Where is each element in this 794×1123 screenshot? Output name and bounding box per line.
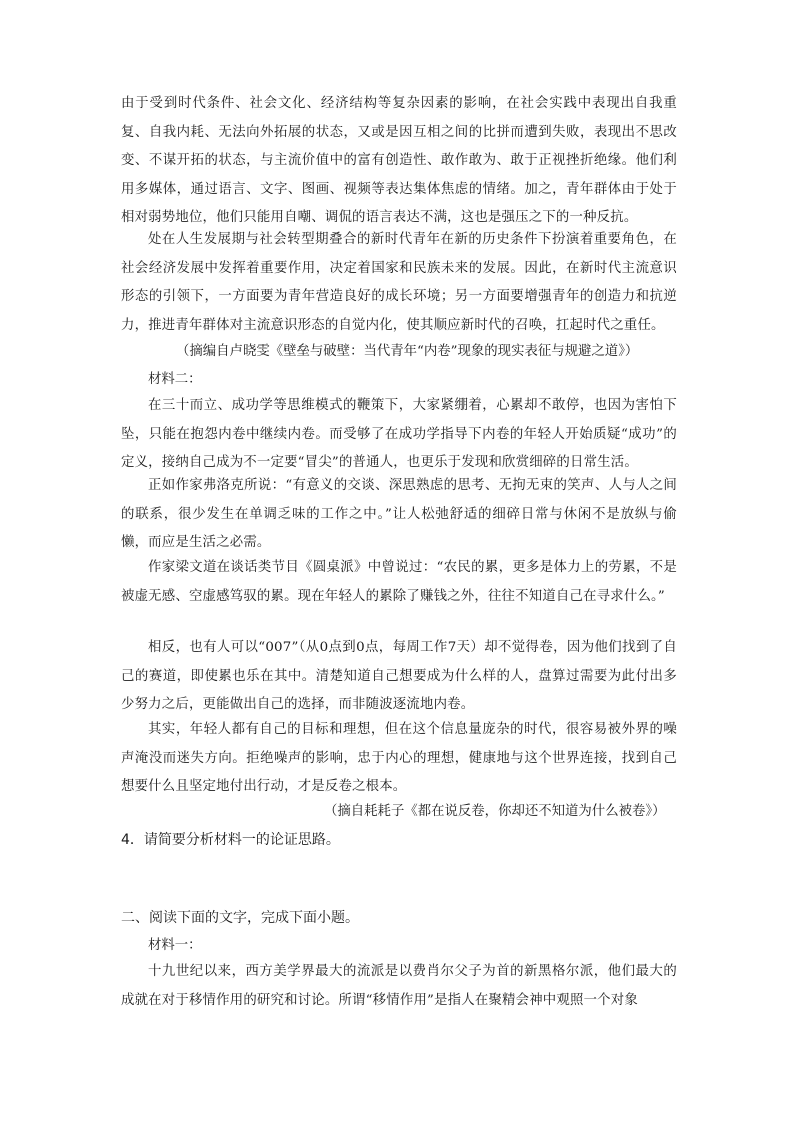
material1-paragraph-a: 由于受到时代条件、社会文化、经济结构等复杂因素的影响，在社会实践中表现出自我重复、自我内耗、无法向外拓展的状态，又或是因互相之间的比拼而遭到失败，表现出不思改变、不谋开拓的状态，与主流价值中的富有创造性、敢作敢为、敢于正视挫折绝缘。他们利用多媒体，通过语言、文字、图画、视频等表达集体焦虑的情绪。加之，青年群体由于处于相对弱势地位，他们只能用自嘲、调侃的语言表达不满，这也是强压之下的一种反抗。 xyxy=(121,96,677,226)
material2-paragraph-1: 在三十而立、成功学等思维模式的鞭策下，大家紧绷着，心累却不敢停，也因为害怕下坠，只能在抱怨内卷中继续内卷。而受够了在成功学指导下内卷的年轻人开始质疑“成功”的定义，接纳自己成为不一定要“冒尖”的普通人，也更乐于发现和欣赏细碎的日常生活。 xyxy=(121,398,677,471)
material2-paragraph-3: 作家梁文道在谈话类节目《圆桌派》中曾说过：“农民的累，更多是体力上的劳累，不是被虚无感、空虚感笃驭的累。现在年轻人的累除了赚钱之外，往往不知道自己在寻求什么。” xyxy=(121,560,677,604)
material1-paragraph-b: 处在人生发展期与社会转型期叠合的新时代青年在新的历史条件下扮演着重要角色，在社会经济发展中发挥着重要作用，决定着国家和民族未来的发展。因此，在新时代主流意识形态的引领下，一方面要为青年营造良好的成长环境；另一方面要增强青年的创造力和抗逆力，推进青年群体对主流意识形态的自觉内化，使其顺应新时代的召唤，扛起时代之重任。 xyxy=(121,232,677,333)
material2-paragraph-5: 其实，年轻人都有自己的目标和理想，但在这个信息量庞杂的时代，很容易被外界的噪声淹没而迷失方向。拒绝噪声的影响，忠于内心的理想，健康地与这个世界连接，找到自己想要什么且坚定地付出行动，才是反卷之根本。 xyxy=(121,722,677,795)
section-2-paragraph-1: 十九世纪以来，西方美学界最大的流派是以费肖尔父子为首的新黑格尔派，他们最大的成就在对于移情作用的研究和讨论。所谓“移情作用”是指人在聚精会神中观照一个对象 xyxy=(121,964,677,1008)
material1-citation: （摘编自卢晓雯《壁垒与破壁：当代青年“内卷”现象的现实表征与规避之道》） xyxy=(176,344,639,359)
material2-citation: （摘自耗耗子《都在说反卷，你却还不知道为什么被卷》） xyxy=(324,804,666,819)
section-2-material1-label: 材料一： xyxy=(148,938,202,953)
material2-label: 材料二： xyxy=(148,372,202,387)
section-2-heading: 二、阅读下面的文字，完成下面小题。 xyxy=(121,910,359,926)
material2-paragraph-2: 正如作家弗洛克所说：“有意义的交谈、深思熟虑的思考、无拘无束的笑声、人与人之间的联系，很少发生在单调乏味的工作之中。”让人松弛舒适的细碎日常与休闲不是放纵与偷懒，而应是生活之必需。 xyxy=(121,478,677,551)
material2-paragraph-4: 相反，也有人可以“007”（从0点到0点，每周工作7天）却不觉得卷，因为他们找到了自己的赛道，即使累也乐在其中。清楚知道自己想要成为什么样的人，盘算过需要为此付出多少努力之后，更能做出自己的选择，而非随波逐流地内卷。 xyxy=(121,640,677,713)
question-4: 4．请简要分析材料一的论证思路。 xyxy=(121,832,340,848)
